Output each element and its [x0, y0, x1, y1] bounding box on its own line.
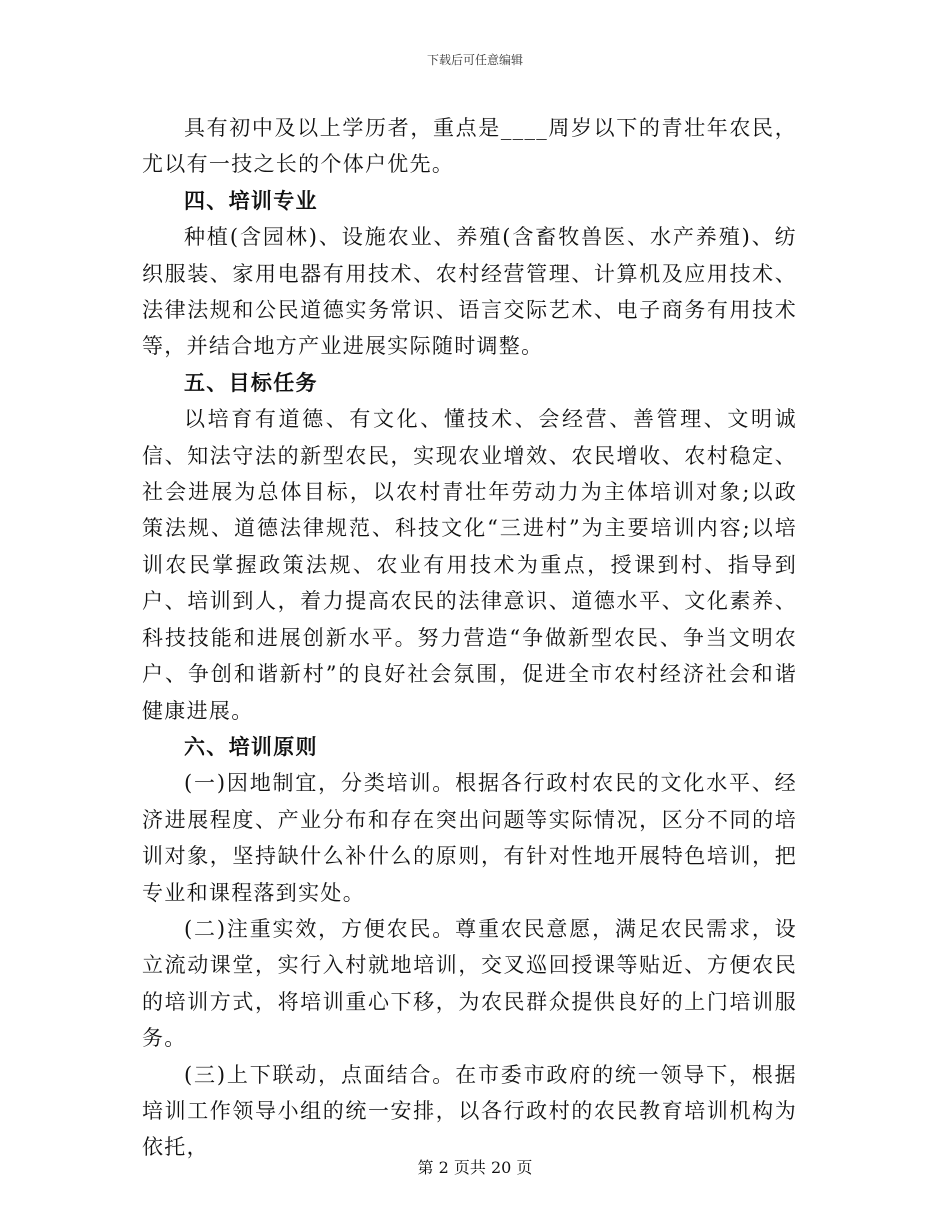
section-heading-6: 六、培训原则 — [184, 733, 318, 759]
page-header: 下载后可任意编辑 — [426, 53, 523, 67]
paragraph-6-2: (二)注重实效，方便农民。尊重农民意愿，满足农民需求，设立流动课堂，实行入村就地培训，交叉巡回授课等贴近、方便农民的培训方式，将培训重心下移，为农民群众提供良好的上门培训服务。 — [142, 916, 797, 1051]
paragraph-6-3: (三)上下联动，点面结合。在市委市政府的统一领导下，根据培训工作领导小组的统一安排，以各行政村的农民教育培训机构为依托， — [142, 1062, 797, 1160]
section-heading-4: 四、培训专业 — [184, 187, 318, 213]
section-heading-5: 五、目标任务 — [184, 369, 318, 395]
paragraph-intro: 具有初中及以上学历者，重点是____周岁以下的青壮年农民，尤以有一技之长的个体户优先。 — [142, 116, 797, 177]
page-footer: 第 2 页共 20 页 — [417, 1158, 533, 1177]
paragraph-5: 以培育有道德、有文化、懂技术、会经营、善管理、文明诚信、知法守法的新型农民，实现农业增效、农民增收、农村稳定、社会进展为总体目标，以农村青壮年劳动力为主体培训对象;以政策法规、道德法律规范、科技文化“三进村”为主要培训内容;以培训农民掌握政策法规、农业有用技术为重点，授课到村、指导到户、培训到人，着力提高农民的法律意识、道德水平、文化素养、科技技能和进展创新水平。努力营造“争做新型农民、争当文明农户、争创和谐新村”的良好社会氛围，促进全市农村经济社会和谐健康进展。 — [142, 407, 797, 723]
paragraph-6-1: (一)因地制宜，分类培训。根据各行政村农民的文化水平、经济进展程度、产业分布和存在突出问题等实际情况，区分不同的培训对象，坚持缺什么补什么的原则，有针对性地开展特色培训，把专业和课程落到实处。 — [142, 771, 797, 905]
paragraph-4: 种植(含园林)、设施农业、养殖(含畜牧兽医、水产养殖)、纺织服装、家用电器有用技术、农村经营管理、计算机及应用技术、法律法规和公民道德实务常识、语言交际艺术、电子商务有用技术等，并结合地方产业进展实际随时调整。 — [142, 225, 797, 359]
document-body — [142, 110, 797, 1166]
